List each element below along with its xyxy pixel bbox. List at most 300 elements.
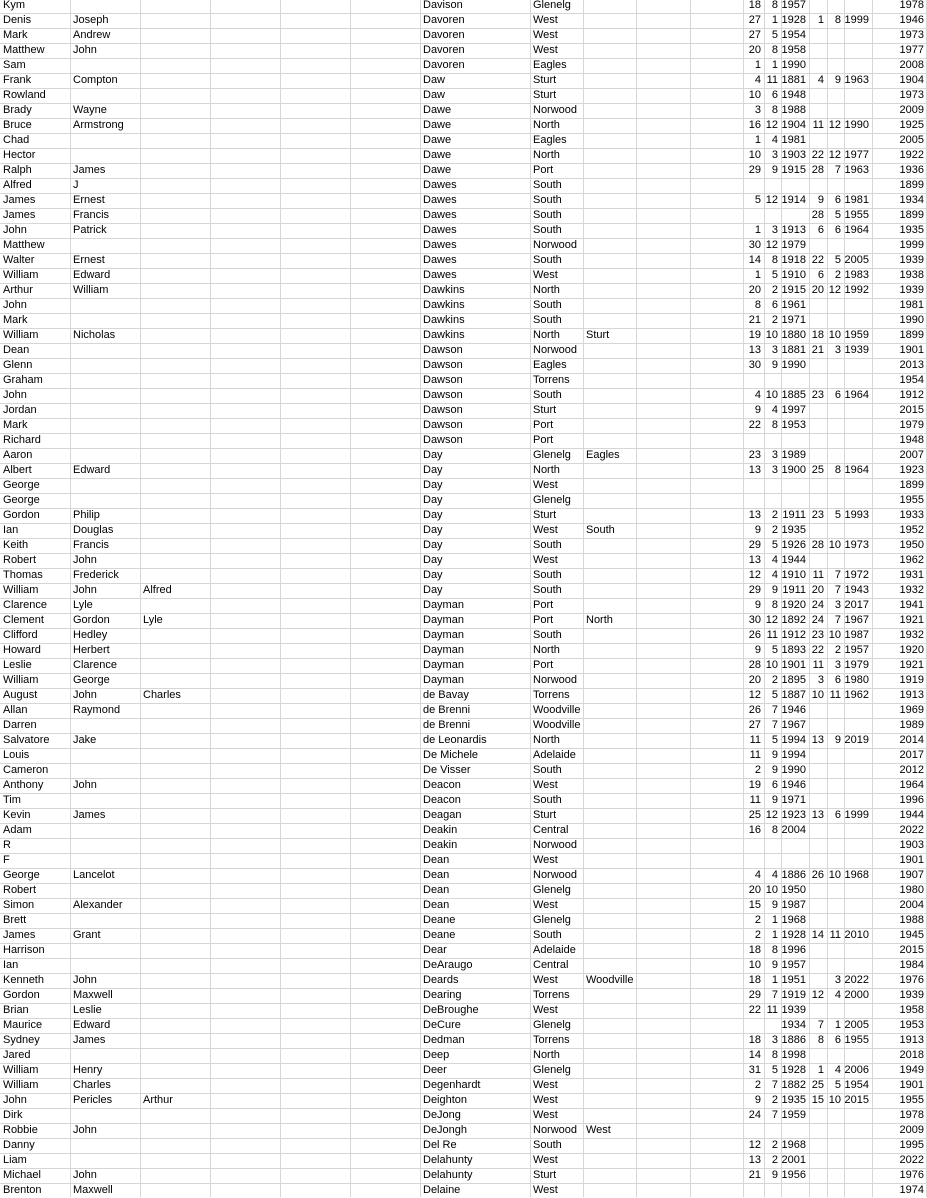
birth-year-cell[interactable]: 1935	[781, 1094, 806, 1106]
death-year-cell[interactable]: 2022	[844, 974, 869, 986]
death-year-cell[interactable]	[844, 478, 872, 493]
first-name-cell[interactable]: Louis	[3, 749, 30, 761]
death-month-cell[interactable]	[827, 748, 844, 763]
second-club-cell[interactable]	[583, 208, 636, 223]
death-year-cell[interactable]: 1977	[844, 149, 869, 161]
third-name-cell[interactable]	[140, 478, 210, 493]
birth-month-cell[interactable]: 5	[771, 689, 778, 701]
birth-day-cell[interactable]: 18	[748, 974, 761, 986]
debut-year-cell[interactable]: 1899	[899, 329, 924, 341]
birth-month-cell[interactable]: 2	[771, 314, 778, 326]
death-month-cell[interactable]: 7	[834, 569, 841, 581]
death-month-cell[interactable]	[827, 1003, 844, 1018]
club-cell[interactable]: South	[533, 224, 562, 236]
death-day-cell[interactable]	[809, 898, 827, 913]
debut-year-cell[interactable]: 1919	[899, 674, 924, 686]
third-name-cell[interactable]	[140, 778, 210, 793]
second-name-cell[interactable]	[70, 763, 140, 778]
death-day-cell[interactable]: 6	[817, 224, 824, 236]
birth-day-cell[interactable]: 10	[748, 89, 761, 101]
first-name-cell[interactable]: William	[3, 584, 39, 596]
death-year-cell[interactable]	[844, 1003, 872, 1018]
third-name-cell[interactable]	[140, 718, 210, 733]
birth-year-cell[interactable]: 1997	[781, 404, 806, 416]
second-name-cell[interactable]: Lyle	[73, 599, 93, 611]
second-club-cell[interactable]	[583, 568, 636, 583]
second-club-cell[interactable]: Woodville	[586, 974, 634, 986]
surname-cell[interactable]: Deards	[423, 974, 459, 986]
surname-cell[interactable]: Delaine	[423, 1184, 461, 1196]
death-day-cell[interactable]: 25	[811, 1079, 824, 1091]
second-club-cell[interactable]: Sturt	[586, 329, 610, 341]
surname-cell[interactable]: Dawkins	[423, 314, 465, 326]
second-club-cell[interactable]	[583, 0, 636, 13]
birth-month-cell[interactable]	[764, 178, 781, 193]
death-year-cell[interactable]	[844, 553, 872, 568]
second-club-cell[interactable]	[583, 493, 636, 508]
birth-day-cell[interactable]: 16	[748, 119, 761, 131]
second-name-cell[interactable]: Henry	[73, 1064, 103, 1076]
club-cell[interactable]: Norwood	[533, 344, 578, 356]
death-day-cell[interactable]: 23	[811, 629, 824, 641]
death-year-cell[interactable]	[844, 898, 872, 913]
first-name-cell[interactable]: Danny	[3, 1139, 35, 1151]
second-name-cell[interactable]	[70, 943, 140, 958]
birth-year-cell[interactable]: 1926	[781, 539, 806, 551]
birth-month-cell[interactable]: 9	[771, 584, 778, 596]
surname-cell[interactable]: Dayman	[423, 599, 464, 611]
surname-cell[interactable]: Deer	[423, 1064, 447, 1076]
surname-cell[interactable]: Dawson	[423, 389, 463, 401]
death-year-cell[interactable]: 2006	[844, 1064, 869, 1076]
first-name-cell[interactable]: John	[3, 224, 27, 236]
second-name-cell[interactable]	[70, 718, 140, 733]
death-year-cell[interactable]: 1943	[844, 584, 869, 596]
death-month-cell[interactable]: 2	[834, 644, 841, 656]
second-club-cell[interactable]	[583, 418, 636, 433]
third-name-cell[interactable]	[140, 568, 210, 583]
birth-year-cell[interactable]	[781, 433, 809, 448]
second-club-cell[interactable]	[583, 463, 636, 478]
third-name-cell[interactable]	[140, 88, 210, 103]
birth-year-cell[interactable]: 1989	[781, 449, 806, 461]
debut-year-cell[interactable]: 1932	[899, 584, 924, 596]
first-name-cell[interactable]: Robbie	[3, 1124, 38, 1136]
club-cell[interactable]: Port	[533, 659, 554, 671]
birth-day-cell[interactable]: 31	[748, 1064, 761, 1076]
second-name-cell[interactable]: John	[73, 554, 97, 566]
debut-year-cell[interactable]: 1945	[899, 929, 924, 941]
third-name-cell[interactable]	[140, 283, 210, 298]
death-day-cell[interactable]	[809, 1138, 827, 1153]
third-name-cell[interactable]	[140, 208, 210, 223]
death-month-cell[interactable]: 9	[834, 734, 841, 746]
second-name-cell[interactable]	[70, 133, 140, 148]
second-club-cell[interactable]	[583, 718, 636, 733]
birth-day-cell[interactable]	[743, 208, 764, 223]
birth-month-cell[interactable]: 8	[771, 104, 778, 116]
first-name-cell[interactable]: Matthew	[3, 44, 45, 56]
first-name-cell[interactable]: James	[3, 209, 36, 221]
second-name-cell[interactable]: Ernest	[73, 254, 105, 266]
third-name-cell[interactable]	[140, 523, 210, 538]
first-name-cell[interactable]: Robert	[3, 554, 37, 566]
birth-year-cell[interactable]: 1996	[781, 944, 806, 956]
death-month-cell[interactable]	[827, 1123, 844, 1138]
debut-year-cell[interactable]: 1938	[899, 269, 924, 281]
birth-day-cell[interactable]: 13	[748, 554, 761, 566]
death-month-cell[interactable]: 5	[834, 254, 841, 266]
debut-year-cell[interactable]: 1978	[899, 1109, 924, 1121]
third-name-cell[interactable]	[140, 328, 210, 343]
third-name-cell[interactable]	[140, 673, 210, 688]
death-month-cell[interactable]	[827, 403, 844, 418]
club-cell[interactable]: South	[533, 299, 562, 311]
surname-cell[interactable]: Dawson	[423, 374, 463, 386]
birth-day-cell[interactable]: 18	[748, 944, 761, 956]
second-club-cell[interactable]	[583, 1153, 636, 1168]
third-name-cell[interactable]	[140, 958, 210, 973]
death-month-cell[interactable]	[827, 1138, 844, 1153]
club-cell[interactable]: West	[533, 854, 558, 866]
birth-day-cell[interactable]: 12	[748, 689, 761, 701]
birth-month-cell[interactable]: 3	[771, 224, 778, 236]
surname-cell[interactable]: Dean	[423, 884, 450, 896]
death-month-cell[interactable]	[827, 238, 844, 253]
birth-day-cell[interactable]: 25	[748, 809, 761, 821]
death-month-cell[interactable]	[827, 43, 844, 58]
surname-cell[interactable]: Day	[423, 479, 443, 491]
surname-cell[interactable]: Delahunty	[423, 1169, 473, 1181]
debut-year-cell[interactable]: 1954	[899, 374, 924, 386]
birth-year-cell[interactable]	[781, 838, 809, 853]
birth-month-cell[interactable]: 12	[765, 194, 778, 206]
birth-month-cell[interactable]	[764, 493, 781, 508]
second-club-cell[interactable]	[583, 748, 636, 763]
death-month-cell[interactable]: 10	[828, 329, 841, 341]
birth-day-cell[interactable]: 27	[748, 29, 761, 41]
first-name-cell[interactable]: Sydney	[3, 1034, 40, 1046]
death-month-cell[interactable]: 6	[834, 224, 841, 236]
club-cell[interactable]: Glenelg	[533, 449, 571, 461]
birth-day-cell[interactable]: 10	[748, 959, 761, 971]
surname-cell[interactable]: Deighton	[423, 1094, 468, 1106]
birth-month-cell[interactable]: 4	[771, 554, 778, 566]
debut-year-cell[interactable]: 1903	[899, 839, 924, 851]
death-year-cell[interactable]	[844, 1108, 872, 1123]
death-year-cell[interactable]	[844, 718, 872, 733]
second-club-cell[interactable]	[583, 148, 636, 163]
surname-cell[interactable]: Dean	[423, 869, 450, 881]
first-name-cell[interactable]: Rowland	[3, 89, 46, 101]
second-name-cell[interactable]: Compton	[73, 74, 118, 86]
birth-year-cell[interactable]: 1895	[781, 674, 806, 686]
surname-cell[interactable]: Dawe	[423, 104, 452, 116]
death-year-cell[interactable]: 1964	[844, 464, 869, 476]
death-month-cell[interactable]	[827, 853, 844, 868]
death-year-cell[interactable]	[844, 838, 872, 853]
surname-cell[interactable]: Davison	[423, 0, 463, 11]
second-name-cell[interactable]	[70, 418, 140, 433]
club-cell[interactable]: Glenelg	[533, 884, 571, 896]
second-club-cell[interactable]	[583, 1003, 636, 1018]
club-cell[interactable]: South	[533, 629, 562, 641]
debut-year-cell[interactable]: 1976	[899, 974, 924, 986]
death-year-cell[interactable]: 1962	[844, 689, 869, 701]
first-name-cell[interactable]: John	[3, 299, 27, 311]
first-name-cell[interactable]: Brian	[3, 1004, 29, 1016]
second-club-cell[interactable]	[583, 1108, 636, 1123]
birth-month-cell[interactable]: 6	[771, 779, 778, 791]
debut-year-cell[interactable]: 1939	[899, 989, 924, 1001]
birth-year-cell[interactable]: 1971	[781, 794, 806, 806]
second-club-cell[interactable]	[583, 1183, 636, 1198]
second-name-cell[interactable]	[70, 958, 140, 973]
club-cell[interactable]: Woodville	[533, 704, 581, 716]
death-year-cell[interactable]	[844, 1183, 872, 1198]
first-name-cell[interactable]: Kevin	[3, 809, 31, 821]
birth-year-cell[interactable]: 1939	[781, 1004, 806, 1016]
second-club-cell[interactable]	[583, 958, 636, 973]
surname-cell[interactable]: Dean	[423, 854, 450, 866]
birth-day-cell[interactable]: 19	[748, 329, 761, 341]
second-name-cell[interactable]: Douglas	[73, 524, 114, 536]
death-year-cell[interactable]	[844, 298, 872, 313]
death-month-cell[interactable]: 6	[834, 674, 841, 686]
club-cell[interactable]: Central	[533, 824, 569, 836]
first-name-cell[interactable]: Liam	[3, 1154, 27, 1166]
death-month-cell[interactable]	[827, 298, 844, 313]
birth-year-cell[interactable]: 1946	[781, 704, 806, 716]
club-cell[interactable]: Port	[533, 419, 554, 431]
club-cell[interactable]: Norwood	[533, 674, 578, 686]
birth-year-cell[interactable]: 1990	[781, 764, 806, 776]
first-name-cell[interactable]: Jared	[3, 1049, 31, 1061]
surname-cell[interactable]: DeBroughe	[423, 1004, 479, 1016]
death-year-cell[interactable]: 1999	[844, 14, 869, 26]
birth-month-cell[interactable]: 12	[765, 809, 778, 821]
third-name-cell[interactable]	[140, 1018, 210, 1033]
first-name-cell[interactable]: John	[3, 389, 27, 401]
debut-year-cell[interactable]: 2005	[899, 134, 924, 146]
third-name-cell[interactable]	[140, 13, 210, 28]
death-day-cell[interactable]	[809, 178, 827, 193]
birth-day-cell[interactable]: 4	[754, 869, 761, 881]
second-club-cell[interactable]: West	[586, 1124, 611, 1136]
third-name-cell[interactable]	[140, 1168, 210, 1183]
birth-year-cell[interactable]: 1950	[781, 884, 806, 896]
second-club-cell[interactable]	[583, 28, 636, 43]
death-month-cell[interactable]: 10	[828, 539, 841, 551]
first-name-cell[interactable]: William	[3, 329, 39, 341]
death-day-cell[interactable]: 7	[817, 1019, 824, 1031]
surname-cell[interactable]: Dear	[423, 944, 447, 956]
first-name-cell[interactable]: Robert	[3, 884, 37, 896]
third-name-cell[interactable]	[140, 973, 210, 988]
second-club-cell[interactable]	[583, 103, 636, 118]
death-day-cell[interactable]: 22	[811, 149, 824, 161]
surname-cell[interactable]: de Brenni	[423, 719, 471, 731]
birth-year-cell[interactable]: 1994	[781, 749, 806, 761]
death-year-cell[interactable]	[844, 958, 872, 973]
second-name-cell[interactable]: John	[73, 779, 97, 791]
debut-year-cell[interactable]: 1984	[899, 959, 924, 971]
death-month-cell[interactable]: 2	[834, 269, 841, 281]
second-club-cell[interactable]	[583, 298, 636, 313]
third-name-cell[interactable]	[140, 943, 210, 958]
surname-cell[interactable]: Dayman	[423, 659, 464, 671]
second-name-cell[interactable]	[70, 748, 140, 763]
debut-year-cell[interactable]: 1936	[899, 164, 924, 176]
third-name-cell[interactable]	[140, 658, 210, 673]
club-cell[interactable]: South	[533, 539, 562, 551]
surname-cell[interactable]: Day	[423, 584, 443, 596]
second-club-cell[interactable]	[583, 163, 636, 178]
first-name-cell[interactable]: James	[3, 194, 36, 206]
third-name-cell[interactable]	[140, 628, 210, 643]
first-name-cell[interactable]: Frank	[3, 74, 32, 86]
second-club-cell[interactable]	[583, 598, 636, 613]
birth-year-cell[interactable]: 1918	[781, 254, 806, 266]
death-year-cell[interactable]	[844, 793, 872, 808]
second-name-cell[interactable]: Maxwell	[73, 989, 113, 1001]
debut-year-cell[interactable]: 1932	[899, 629, 924, 641]
club-cell[interactable]: Port	[533, 599, 554, 611]
death-month-cell[interactable]	[827, 883, 844, 898]
death-year-cell[interactable]	[844, 448, 872, 463]
birth-day-cell[interactable]: 13	[748, 509, 761, 521]
birth-year-cell[interactable]: 1881	[781, 344, 806, 356]
birth-month-cell[interactable]: 6	[771, 89, 778, 101]
first-name-cell[interactable]: Kenneth	[3, 974, 44, 986]
first-name-cell[interactable]: Mark	[3, 314, 28, 326]
birth-year-cell[interactable]: 1881	[781, 74, 806, 86]
death-day-cell[interactable]: 28	[811, 164, 824, 176]
birth-day-cell[interactable]: 30	[748, 239, 761, 251]
club-cell[interactable]: North	[533, 464, 560, 476]
birth-year-cell[interactable]: 1893	[781, 644, 806, 656]
club-cell[interactable]: West	[533, 269, 558, 281]
surname-cell[interactable]: Day	[423, 509, 443, 521]
death-month-cell[interactable]	[827, 58, 844, 73]
birth-day-cell[interactable]	[743, 373, 764, 388]
second-name-cell[interactable]	[70, 913, 140, 928]
surname-cell[interactable]: DeCure	[423, 1019, 461, 1031]
second-name-cell[interactable]: James	[73, 164, 106, 176]
death-year-cell[interactable]: 2019	[844, 734, 869, 746]
death-year-cell[interactable]: 1957	[844, 644, 869, 656]
birth-year-cell[interactable]: 1957	[781, 0, 806, 11]
second-club-cell[interactable]	[583, 688, 636, 703]
birth-month-cell[interactable]: 9	[771, 1169, 778, 1181]
second-name-cell[interactable]: James	[73, 809, 106, 821]
second-club-cell[interactable]	[583, 268, 636, 283]
birth-month-cell[interactable]: 1	[771, 974, 778, 986]
birth-day-cell[interactable]: 11	[749, 749, 761, 761]
debut-year-cell[interactable]: 2022	[899, 1154, 924, 1166]
third-name-cell[interactable]	[140, 73, 210, 88]
birth-month-cell[interactable]: 8	[771, 599, 778, 611]
death-year-cell[interactable]: 1955	[844, 209, 869, 221]
second-name-cell[interactable]	[70, 493, 140, 508]
debut-year-cell[interactable]: 1989	[899, 719, 924, 731]
birth-year-cell[interactable]: 1934	[781, 1019, 806, 1031]
second-name-cell[interactable]: Hedley	[73, 629, 108, 641]
birth-day-cell[interactable]	[743, 1018, 764, 1033]
club-cell[interactable]: Sturt	[533, 404, 557, 416]
debut-year-cell[interactable]: 1899	[899, 479, 924, 491]
birth-year-cell[interactable]: 1944	[781, 554, 806, 566]
birth-year-cell[interactable]: 1998	[781, 1049, 806, 1061]
death-month-cell[interactable]	[827, 718, 844, 733]
birth-year-cell[interactable]: 1880	[781, 329, 806, 341]
birth-month-cell[interactable]	[764, 433, 781, 448]
second-club-cell[interactable]	[583, 703, 636, 718]
club-cell[interactable]: South	[533, 194, 562, 206]
birth-day-cell[interactable]: 12	[748, 569, 761, 581]
third-name-cell[interactable]	[140, 238, 210, 253]
debut-year-cell[interactable]: 2012	[899, 764, 924, 776]
birth-day-cell[interactable]: 26	[748, 704, 761, 716]
second-club-cell[interactable]	[583, 823, 636, 838]
debut-year-cell[interactable]: 1981	[899, 299, 924, 311]
birth-day-cell[interactable]: 24	[748, 1109, 761, 1121]
birth-year-cell[interactable]: 1886	[781, 1034, 806, 1046]
third-name-cell[interactable]	[140, 358, 210, 373]
birth-day-cell[interactable]: 29	[748, 164, 761, 176]
death-year-cell[interactable]: 1972	[844, 569, 869, 581]
second-name-cell[interactable]: Frederick	[73, 569, 119, 581]
death-day-cell[interactable]: 13	[811, 809, 824, 821]
club-cell[interactable]: Norwood	[533, 104, 578, 116]
death-day-cell[interactable]: 18	[811, 329, 824, 341]
club-cell[interactable]: West	[533, 899, 558, 911]
death-year-cell[interactable]	[844, 853, 872, 868]
second-name-cell[interactable]: Maxwell	[73, 1184, 113, 1196]
third-name-cell[interactable]	[140, 103, 210, 118]
death-day-cell[interactable]: 10	[811, 689, 824, 701]
birth-month-cell[interactable]: 2	[771, 674, 778, 686]
second-club-cell[interactable]	[583, 868, 636, 883]
first-name-cell[interactable]: R	[3, 839, 11, 851]
third-name-cell[interactable]	[140, 448, 210, 463]
debut-year-cell[interactable]: 1990	[899, 314, 924, 326]
third-name-cell[interactable]	[140, 883, 210, 898]
death-month-cell[interactable]: 3	[834, 974, 841, 986]
second-name-cell[interactable]	[70, 838, 140, 853]
first-name-cell[interactable]: Matthew	[3, 239, 45, 251]
debut-year-cell[interactable]: 1923	[899, 464, 924, 476]
first-name-cell[interactable]: Ian	[3, 959, 19, 971]
first-name-cell[interactable]: Bruce	[3, 119, 32, 131]
debut-year-cell[interactable]: 1934	[899, 194, 924, 206]
first-name-cell[interactable]: Maurice	[3, 1019, 43, 1031]
second-club-cell[interactable]	[583, 1138, 636, 1153]
third-name-cell[interactable]	[140, 1123, 210, 1138]
second-name-cell[interactable]: John	[73, 689, 97, 701]
birth-day-cell[interactable]: 2	[754, 929, 761, 941]
death-year-cell[interactable]	[844, 43, 872, 58]
birth-day-cell[interactable]: 11	[749, 734, 761, 746]
death-month-cell[interactable]	[827, 433, 844, 448]
death-year-cell[interactable]	[844, 133, 872, 148]
birth-year-cell[interactable]: 1886	[781, 869, 806, 881]
second-club-cell[interactable]: South	[586, 524, 615, 536]
debut-year-cell[interactable]: 1988	[899, 914, 924, 926]
third-name-cell[interactable]	[140, 988, 210, 1003]
debut-year-cell[interactable]: 1912	[899, 389, 924, 401]
birth-day-cell[interactable]: 12	[748, 1139, 761, 1151]
